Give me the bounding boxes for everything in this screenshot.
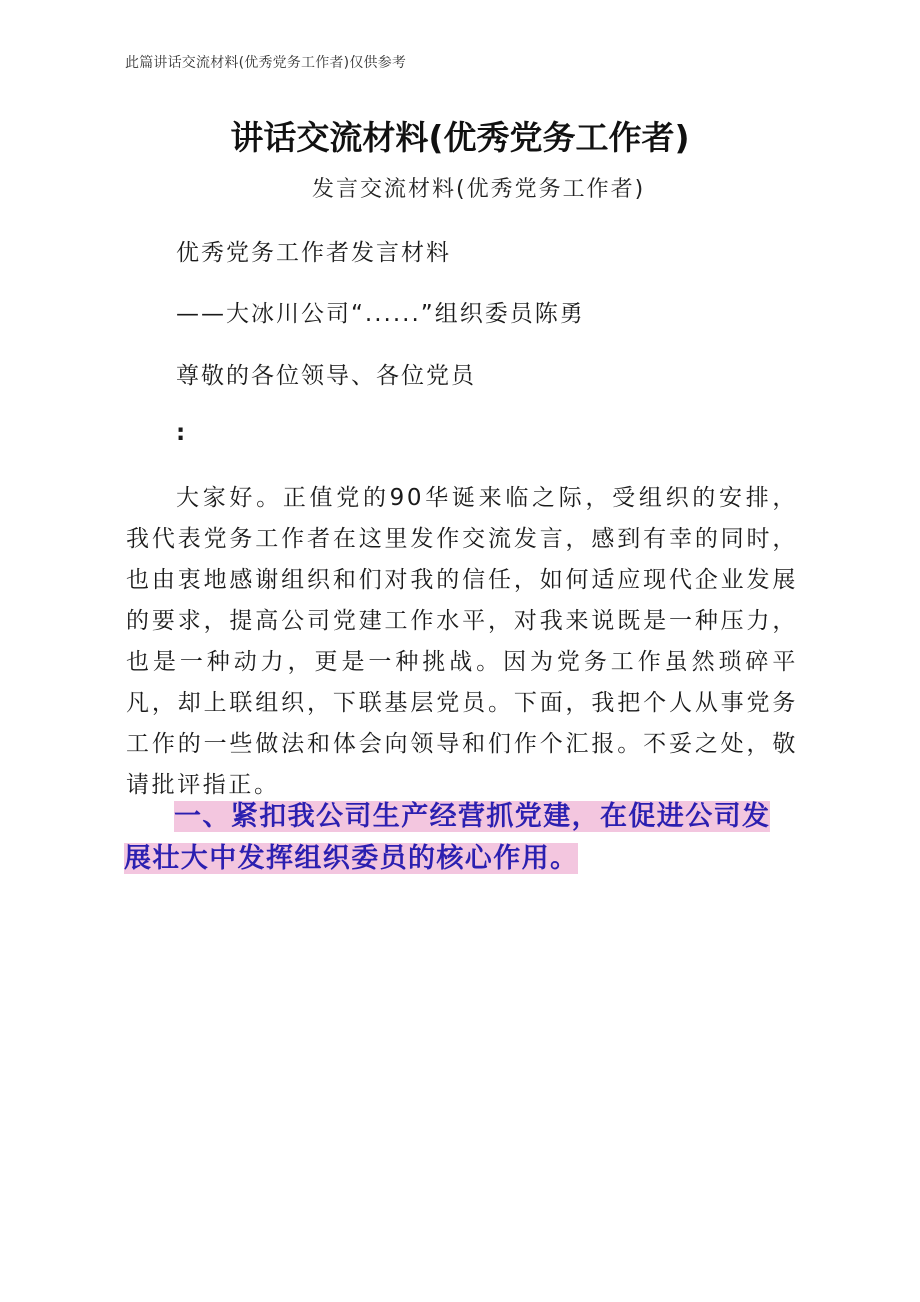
salutation-line: 尊敬的各位领导、各位党员 xyxy=(176,363,476,389)
subtitle: 发言交流材料(优秀党务工作者) xyxy=(312,177,646,202)
material-title-line: 优秀党务工作者发言材料 xyxy=(176,240,451,266)
colon-line: : xyxy=(176,420,188,446)
header-note: 此篇讲话交流材料(优秀党务工作者)仅供参考 xyxy=(125,55,407,71)
section-heading xyxy=(124,796,792,880)
section-heading-text: 一、紧扣我公司生产经营抓党建，在促进公司发展壮大中发挥组织委员的核心作用。 xyxy=(124,801,771,874)
body-paragraph: 大家好。正值党的90华诞来临之际，受组织的安排，我代表党务工作者在这里发作交流发言，感到有幸的同时，也由衷地感谢组织和们对我的信任，如何适应现代企业发展的要求，提高公司党建工作水平，对我来说既是一种压力，也是一种动力，更是一种挑战。因为党务工作虽然琐碎平凡，却上联组织，下联基层党员。下面，我把个人从事党务工作的一些做法和体会向领导和们作个汇报。不妥之处，敬请批评指正。 xyxy=(126,485,798,798)
page-title: 讲话交流材料(优秀党务工作者) xyxy=(230,118,690,157)
author-line: ——大冰川公司“......”组织委员陈勇 xyxy=(176,301,585,327)
